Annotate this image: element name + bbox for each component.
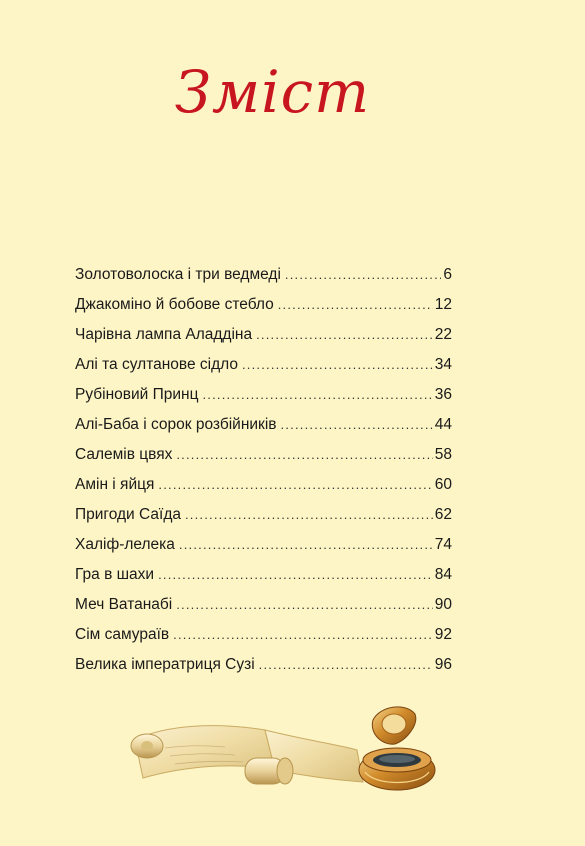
toc-entry-page: 84 [434,566,452,583]
toc-entry-title: Гра в шахи [75,566,155,583]
toc-entry-page: 6 [443,266,452,283]
toc-entry[interactable] [75,416,452,446]
toc-entry-page: 22 [434,326,452,343]
toc-dot-leader [281,417,433,432]
toc-dot-leader [242,357,433,372]
toc-entry-title: Джакоміно й бобове стебло [75,296,274,313]
toc-entry-title: Халіф-лелека [75,536,175,553]
toc-dot-leader [202,387,432,402]
toc-dot-leader [185,507,433,522]
table-of-contents [75,266,452,686]
scroll-and-box-illustration [125,700,445,810]
toc-dot-leader [179,537,433,552]
toc-entry[interactable] [75,266,452,296]
toc-entry-page: 96 [434,656,452,673]
toc-entry[interactable] [75,326,452,356]
toc-entry-title: Рубіновий Принц [75,386,199,403]
toc-dot-leader [173,627,433,642]
toc-entry-page: 92 [434,626,452,643]
toc-entry[interactable] [75,596,452,626]
toc-entry[interactable] [75,446,452,476]
toc-entry-title: Меч Ватанабі [75,596,173,613]
toc-entry[interactable] [75,296,452,326]
toc-entry-page: 74 [434,536,452,553]
toc-entry-title: Салемів цвях [75,446,173,463]
toc-entry-title: Алі-Баба і сорок розбійників [75,416,277,433]
toc-entry[interactable] [75,656,452,686]
toc-entry[interactable] [75,566,452,596]
toc-dot-leader [256,327,433,342]
toc-entry-title: Велика імператриця Сузі [75,656,255,673]
scroll-icon [131,726,363,784]
toc-dot-leader [158,477,432,492]
toc-dot-leader [259,657,433,672]
toc-dot-leader [176,597,433,612]
toc-entry-page: 44 [434,416,452,433]
toc-entry-page: 90 [434,596,452,613]
toc-entry-title: Пригоди Саїда [75,506,181,523]
toc-dot-leader [176,447,432,462]
golden-box-icon [359,707,435,790]
toc-entry-title: Золотоволоска і три ведмеді [75,266,281,283]
page-title: Зміст [174,58,371,126]
toc-entry-page: 34 [434,356,452,373]
toc-entry-page: 12 [434,296,452,313]
toc-entry-title: Амін і яйця [75,476,155,493]
toc-entry[interactable] [75,356,452,386]
toc-entry[interactable] [75,386,452,416]
toc-dot-leader [285,267,441,282]
toc-entry[interactable] [75,626,452,656]
toc-entry-page: 60 [434,476,452,493]
toc-entry[interactable] [75,536,452,566]
toc-entry[interactable] [75,506,452,536]
toc-entry-title: Сім самураїв [75,626,170,643]
toc-dot-leader [158,567,433,582]
toc-entry-page: 62 [434,506,452,523]
toc-entry-page: 36 [434,386,452,403]
toc-entry-title: Алі та султанове сідло [75,356,238,373]
toc-entry-page: 58 [434,446,452,463]
toc-entry-title: Чарівна лампа Аладдіна [75,326,253,343]
toc-dot-leader [278,297,433,312]
toc-entry[interactable] [75,476,452,506]
